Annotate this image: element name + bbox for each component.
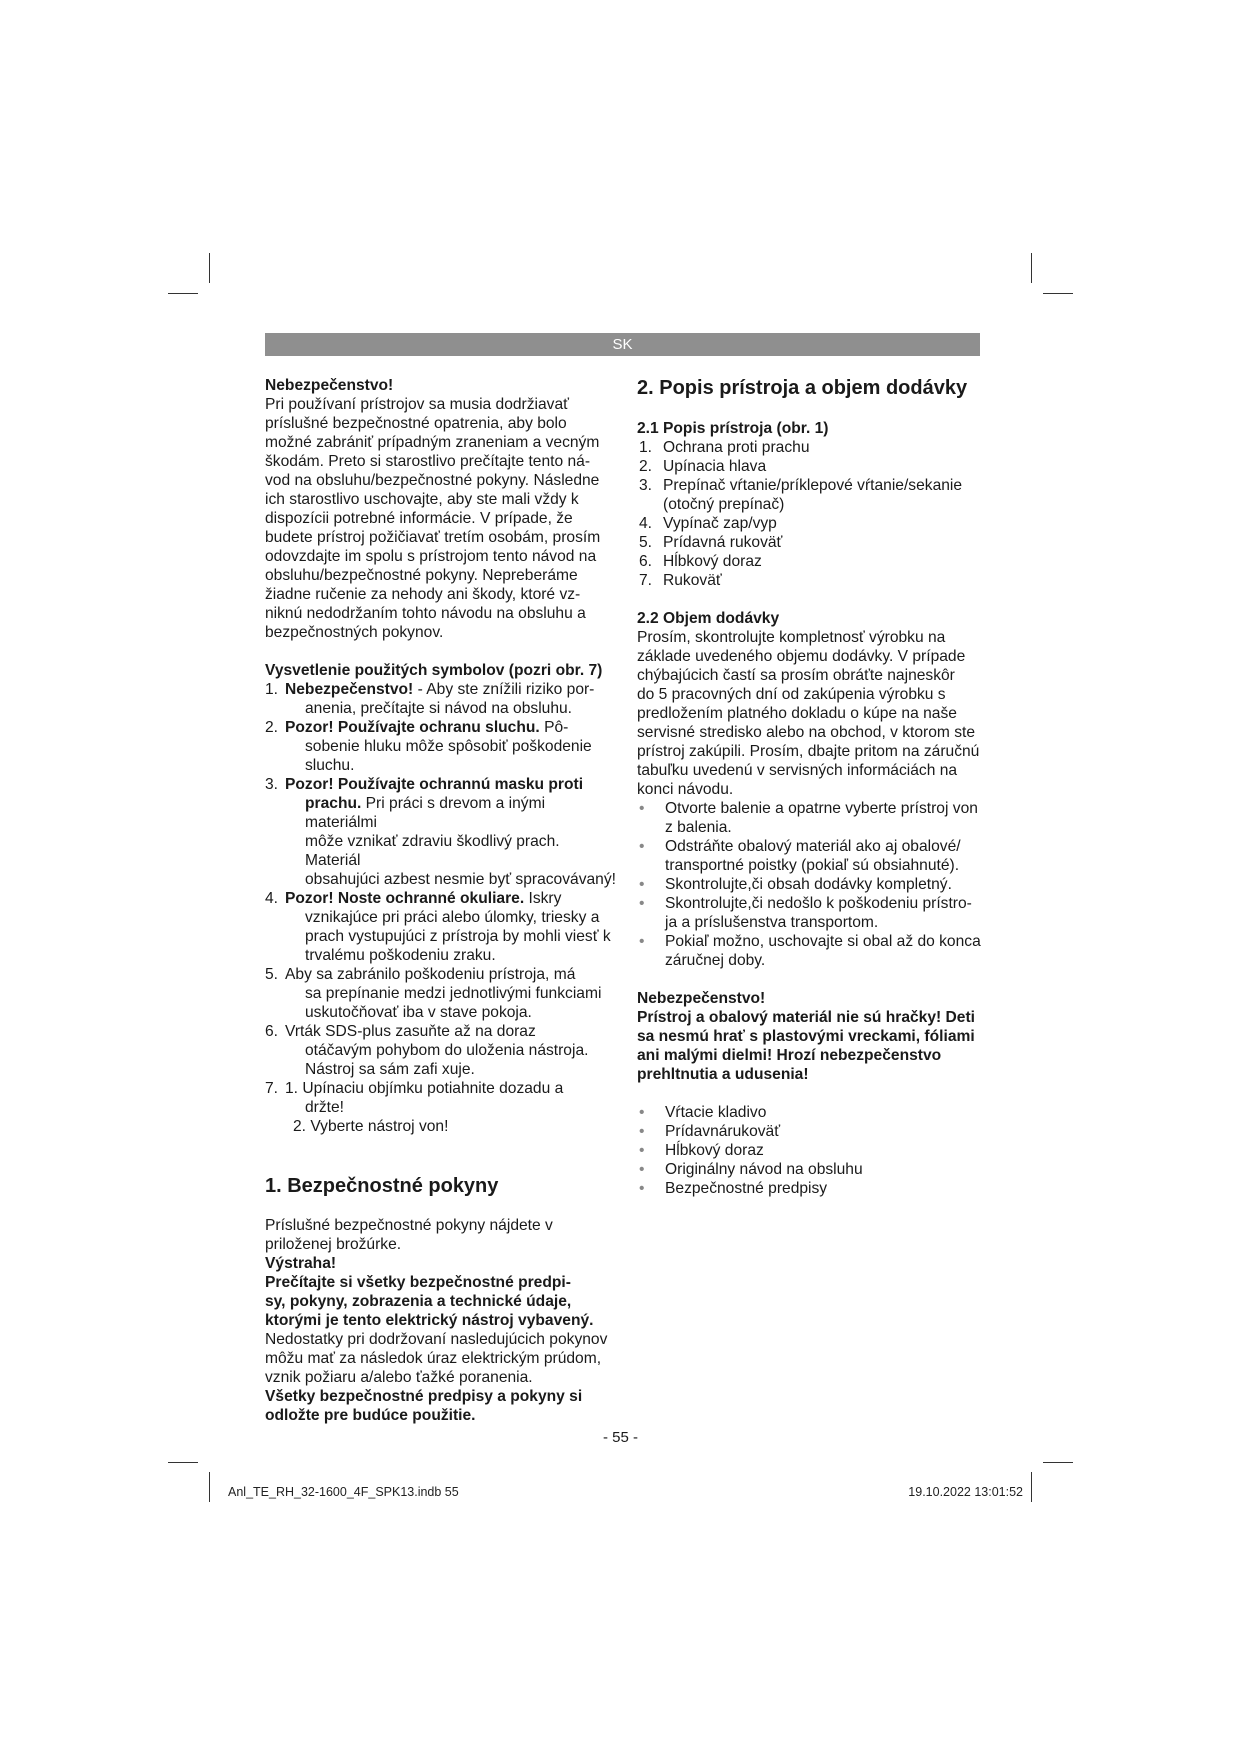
- text-line: uskutočňovať iba v stave pokoja.: [305, 1004, 532, 1021]
- s1-warning: Výstraha!: [265, 1255, 337, 1272]
- text-line: otáčavým pohybom do uloženia nástroja.: [305, 1042, 589, 1059]
- item-continuation: [285, 1041, 617, 1079]
- item-continuation: [285, 699, 617, 718]
- text-line: Skontrolujte,či obsah dodávky kompletný.: [665, 876, 952, 893]
- parts-list: [637, 438, 987, 590]
- text-line: Nedostatky pri dodržovaní nasledujúcich pokynov: [265, 1331, 608, 1348]
- s22-text: [637, 628, 987, 799]
- text-line: príslušné bezpečnostné opatrenia, aby bolo: [265, 415, 567, 432]
- bullet-icon: •: [639, 1104, 645, 1121]
- text-line: (otočný prepínač): [663, 496, 785, 513]
- text-line: obsluhu/bezpečnostné pokyny. Nepreberáme: [265, 567, 578, 584]
- text-line: Skontrolujte,či nedošlo k poškodeniu prístro-: [665, 895, 972, 912]
- text-line: Odstráňte obalový materiál ako aj obalové/: [665, 838, 961, 855]
- s22-bullet-list: [637, 799, 987, 970]
- text-line: Prosím, skontrolujte kompletnosť výrobku na: [637, 629, 946, 646]
- text-line: prach vystupujúci z prístroja by mohli viesť k: [305, 928, 611, 945]
- bullet-icon: •: [639, 1161, 645, 1178]
- delivery-item: [637, 1160, 987, 1179]
- item-number: 7.: [639, 572, 653, 589]
- delivery-item: [637, 1141, 987, 1160]
- text-line: konci návodu.: [637, 781, 734, 798]
- item-number: 4.: [639, 515, 653, 532]
- text-line: Ochrana proti prachu: [663, 439, 810, 456]
- s1-final-text: [265, 1387, 617, 1425]
- part-item: [637, 533, 987, 552]
- item-number: 6.: [639, 553, 653, 570]
- text-line: z balenia.: [665, 819, 732, 836]
- delivery-item: [637, 1122, 987, 1141]
- item-text: Iskry: [524, 890, 562, 907]
- text-line: Prístroj a obalový materiál nie sú hračky! Deti: [637, 1009, 975, 1026]
- text-line: Vypínač zap/vyp: [663, 515, 777, 532]
- part-item: [637, 476, 987, 514]
- checklist-item: [637, 932, 987, 970]
- text-line: vod na obsluhu/bezpečnostné pokyny. Následne: [265, 472, 600, 489]
- danger2-title: Nebezpečenstvo!: [637, 990, 766, 1007]
- item-number: 1.: [639, 439, 653, 456]
- part-item: [637, 438, 987, 457]
- text-line: Hĺbkový doraz: [665, 1142, 764, 1159]
- text-line: bezpečnostných pokynov.: [265, 624, 444, 641]
- text-line: dispozícii potrebné informácie. V prípade, že: [265, 510, 573, 527]
- text-line: vznik požiaru a/alebo ťažké poranenia.: [265, 1369, 533, 1386]
- text-line: Prečítajte si všetky bezpečnostné predpi-: [265, 1274, 571, 1291]
- text-line: žiadne ručenie za nehody ani škody, ktoré vz-: [265, 586, 581, 603]
- bullet-icon: •: [639, 1123, 645, 1140]
- footer-datetime: 19.10.2022 13:01:52: [908, 1485, 1023, 1499]
- symbol-item: [265, 718, 617, 775]
- text-line: servisné stredisko alebo na obchod, v ktorom ste: [637, 724, 976, 741]
- crop-mark-top-right-vertical: [1031, 253, 1032, 283]
- left-column: [265, 376, 617, 1425]
- text-line: vznikajúce pri práci alebo úlomky, triesky a: [305, 909, 600, 926]
- bullet-icon: •: [639, 895, 645, 912]
- symbol-item: [265, 965, 617, 1022]
- text-line: prehltnutia a udusenia!: [637, 1066, 809, 1083]
- text-line: záručnej doby.: [665, 952, 766, 969]
- text-line: do 5 pracovných dní od zakúpenia výrobku s: [637, 686, 946, 703]
- item-text: - Aby ste znížili riziko por-: [413, 681, 595, 698]
- text-line: chýbajúcich častí sa prosím obráťte najneskôr: [637, 667, 955, 684]
- bullet-icon: •: [639, 1180, 645, 1197]
- text-line: sobenie hluku môže spôsobiť poškodenie: [305, 738, 592, 755]
- section2-title: 2. Popis prístroja a objem dodávky: [637, 377, 968, 399]
- item-bold-text: Pozor! Používajte ochranu sluchu.: [285, 719, 540, 736]
- item-first-line: [285, 1079, 617, 1098]
- text-line: obsahujúci azbest nesmie byť spracovávaný!: [305, 871, 616, 888]
- item-number: 3.: [639, 477, 653, 494]
- text-line: Všetky bezpečnostné predpisy a pokyny si: [265, 1388, 583, 1405]
- text-line: odovzdajte im spolu s prístrojom tento návod na: [265, 548, 597, 565]
- part-item: [637, 571, 987, 590]
- item-text: Vrták SDS-plus zasuňte až na doraz: [285, 1023, 536, 1040]
- text-line: základe uvedeného objemu dodávky. V prípade: [637, 648, 966, 665]
- right-column: [637, 376, 987, 1198]
- s22-title: 2.2 Objem dodávky: [637, 610, 780, 627]
- text-line: [305, 794, 617, 832]
- text-line: Rukoväť: [663, 572, 722, 589]
- item-continuation: [285, 984, 617, 1022]
- item-bold-text: prachu.: [305, 795, 362, 812]
- text-line: Vŕtacie kladivo: [665, 1104, 767, 1121]
- item-number: 6.: [265, 1023, 279, 1040]
- text-line: Bezpečnostné predpisy: [665, 1180, 828, 1197]
- danger-text: [265, 395, 617, 642]
- item-first-line: [285, 680, 617, 699]
- checklist-item: [637, 894, 987, 932]
- symbol-item: [265, 1079, 617, 1117]
- symbols-title: Vysvetlenie použitých symbolov (pozri obr. 7): [265, 662, 603, 679]
- text-line: ktorými je tento elektrický nástroj vybavený.: [265, 1312, 594, 1329]
- s21-title: 2.1 Popis prístroja (obr. 1): [637, 420, 829, 437]
- crop-mark-bottom-left-vertical: [209, 1472, 210, 1502]
- text-line: škodám. Preto si starostlivo prečítajte tento ná-: [265, 453, 591, 470]
- item-number: 5.: [265, 966, 279, 983]
- text-line: transportné poistky (pokiaľ sú obsiahnuté).: [665, 857, 960, 874]
- item-first-line: [285, 889, 617, 908]
- text-line: priloženej brožúrke.: [265, 1236, 402, 1253]
- item-continuation: [285, 737, 617, 775]
- item-number: 7.: [265, 1080, 279, 1097]
- part-item: [637, 552, 987, 571]
- text-line: prístroj zakúpili. Prosím, dbajte pritom na záručnú: [637, 743, 980, 760]
- item-first-line: [285, 775, 617, 794]
- danger-title: Nebezpečenstvo!: [265, 377, 394, 394]
- footer-file: Anl_TE_RH_32-1600_4F_SPK13.indb 55: [228, 1485, 459, 1499]
- text-line: môže vznikať zdraviu škodlivý prach. Materiál: [305, 833, 560, 869]
- text-line: držte!: [305, 1099, 344, 1116]
- text-line: Prídavná rukoväť: [663, 534, 783, 551]
- danger2-text: [637, 1008, 987, 1084]
- delivery-item: [637, 1103, 987, 1122]
- text-line: predložením platného dokladu o kúpe na naše: [637, 705, 957, 722]
- text-line: sa prepínanie medzi jednotlivými funkciami: [305, 985, 602, 1002]
- text-line: ja a príslušenstva transportom.: [665, 914, 879, 931]
- language-bar: [265, 333, 980, 356]
- checklist-item: [637, 799, 987, 837]
- item-number: 4.: [265, 890, 279, 907]
- text-line: Prepínač vŕtanie/príklepové vŕtanie/sekanie: [663, 477, 963, 494]
- crop-mark-top-right-horizontal: [1043, 293, 1073, 294]
- text-line: možné zabrániť prípadným zraneniam a vecným: [265, 434, 600, 451]
- text-line: Nástroj sa sám zafi xuje.: [305, 1061, 475, 1078]
- item-continuation: [285, 1098, 617, 1117]
- item-first-line: [285, 1022, 617, 1041]
- item-number: 3.: [265, 776, 279, 793]
- crop-mark-top-left-vertical: [209, 253, 210, 283]
- crop-mark-bottom-right-vertical: [1031, 1472, 1032, 1502]
- text-line: sa nesmú hrať s plastovými vreckami, fóliami: [637, 1028, 975, 1045]
- text-line: niknú nedodržaním tohto návodu na obsluhu a: [265, 605, 586, 622]
- text-line: Príslušné bezpečnostné pokyny nájdete v: [265, 1217, 553, 1234]
- item-number: 2.: [639, 458, 653, 475]
- item-number: 5.: [639, 534, 653, 551]
- checklist-item: [637, 837, 987, 875]
- symbol-item: [265, 680, 617, 718]
- item-first-line: [285, 718, 617, 737]
- symbol-item: [265, 889, 617, 965]
- item-text: 1. Upínaciu objímku potiahnite dozadu a: [285, 1080, 564, 1097]
- text-line: odložte pre budúce použitie.: [265, 1407, 476, 1424]
- item-text: Aby sa zabránilo poškodeniu prístroja, má: [285, 966, 576, 983]
- text-line: ani malými dielmi! Hrozí nebezpečenstvo: [637, 1047, 942, 1064]
- item-bold-text: Nebezpečenstvo!: [285, 681, 414, 698]
- item-bold-text: Pozor! Noste ochranné okuliare.: [285, 890, 525, 907]
- bullet-icon: •: [639, 800, 645, 817]
- text-line: budete prístroj požičiavať tretím osobám, prosím: [265, 529, 601, 546]
- text-line: môžu mať za následok úraz elektrickým prúdom,: [265, 1350, 602, 1367]
- bullet-icon: •: [639, 838, 645, 855]
- symbol-item: [265, 775, 617, 889]
- item-number: 1.: [265, 681, 279, 698]
- item-text: Pô-: [539, 719, 569, 736]
- symbols-list: [265, 680, 617, 1117]
- text-line: sluchu.: [305, 757, 355, 774]
- s1-bold-text: [265, 1273, 617, 1330]
- crop-mark-bottom-right-horizontal: [1043, 1462, 1073, 1463]
- item-continuation: [285, 794, 617, 889]
- text-line: Otvorte balenie a opatrne vyberte prístroj von: [665, 800, 978, 817]
- item-number: 2.: [265, 719, 279, 736]
- symbol-item: [265, 1022, 617, 1079]
- text-line: trvalému poškodeniu zraku.: [305, 947, 496, 964]
- text-line: Upínacia hlava: [663, 458, 767, 475]
- bullet-icon: •: [639, 876, 645, 893]
- text-line: Pri používaní prístrojov sa musia dodržiavať: [265, 396, 569, 413]
- language-code: SK: [612, 336, 633, 353]
- item-text: Pri práci s drevom a inými materiálmi: [305, 795, 546, 831]
- text-line: Hĺbkový doraz: [663, 553, 762, 570]
- item-bold-text: Pozor! Používajte ochrannú masku proti: [285, 776, 584, 793]
- section1-title: 1. Bezpečnostné pokyny: [265, 1175, 499, 1197]
- bullet-icon: •: [639, 1142, 645, 1159]
- item-continuation: [285, 908, 617, 965]
- delivery-item: [637, 1179, 987, 1198]
- symbols-extra-item: 2. Vyberte nástroj von!: [293, 1118, 449, 1135]
- text-line: Pokiaľ možno, uschovajte si obal až do konca: [665, 933, 981, 950]
- item-first-line: [285, 965, 617, 984]
- text-line: Prídavnárukoväť: [665, 1123, 781, 1140]
- crop-mark-top-left-horizontal: [168, 293, 198, 294]
- page-number: - 55 -: [602, 1429, 638, 1446]
- text-line: anenia, prečítajte si návod na obsluhu.: [305, 700, 573, 717]
- part-item: [637, 514, 987, 533]
- delivery-contents-list: [637, 1103, 987, 1198]
- text-line: sy, pokyny, zobrazenia a technické údaje,: [265, 1293, 572, 1310]
- s1-normal-text: [265, 1330, 617, 1387]
- s1-intro: [265, 1216, 617, 1254]
- bullet-icon: •: [639, 933, 645, 950]
- part-item: [637, 457, 987, 476]
- text-line: ich starostlivo uschovajte, aby ste mali vždy k: [265, 491, 579, 508]
- text-line: tabuľku uvedenú v servisných informáciách na: [637, 762, 958, 779]
- checklist-item: [637, 875, 987, 894]
- crop-mark-bottom-left-horizontal: [168, 1462, 198, 1463]
- text-line: Originálny návod na obsluhu: [665, 1161, 863, 1178]
